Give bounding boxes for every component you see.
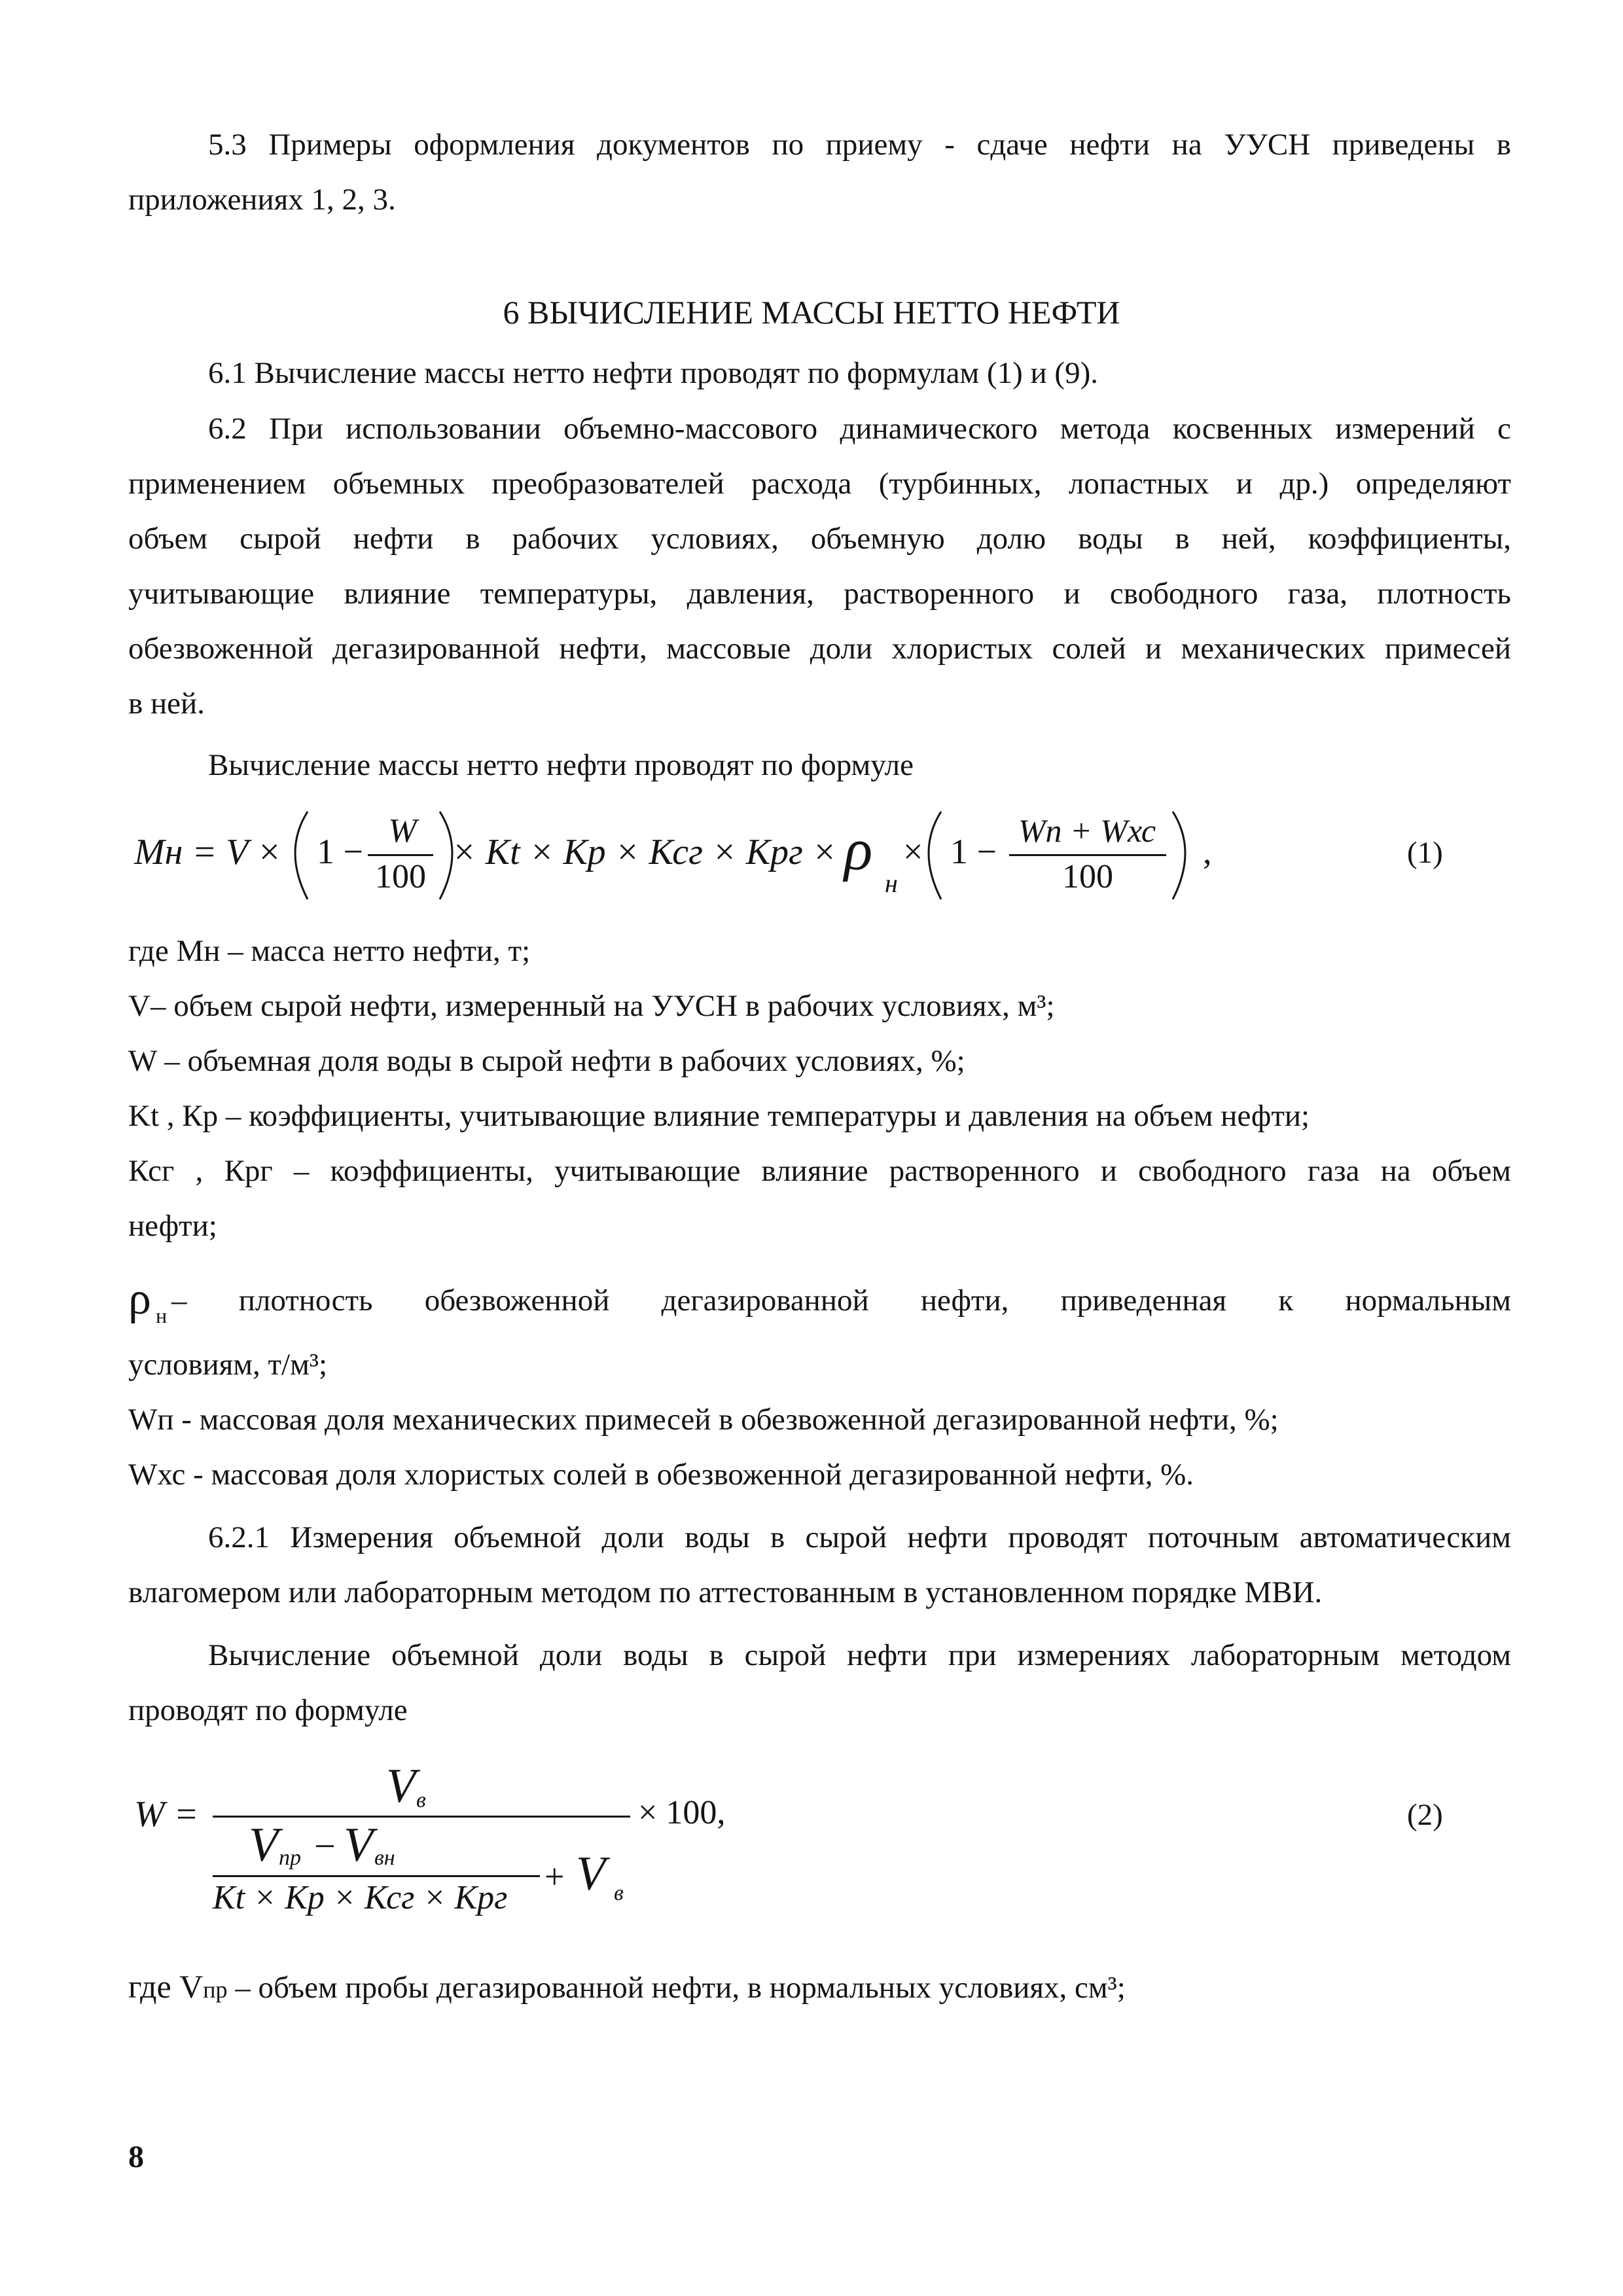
formula-1-rho: ρ	[844, 817, 873, 882]
paren-right-2	[1173, 812, 1185, 899]
def-vnp	[128, 1970, 1126, 2003]
calc-intro-2-line-1: Вычисление объемной доли воды в сырой нефти при измерениях лабораторным методом	[208, 1638, 1511, 1672]
formula-1-w-den: 100	[375, 858, 426, 895]
paren-left-2	[929, 812, 941, 899]
para-6-2-1-line-1: 6.2.1 Измерения объемной доли воды в сырой нефти проводят поточным автоматическим	[208, 1520, 1511, 1554]
def-wxc: Wхс - массовая доля хлористых солей в обезвоженной дегазированной нефти, %.	[128, 1458, 1194, 1492]
formula-1-one-minus-a: 1 −	[317, 832, 363, 871]
formula-2-plus: +	[544, 1857, 565, 1896]
def-rho-sub: н	[156, 1304, 168, 1327]
formula-1-mid: × Kt × Кр × Ксг × Крг ×	[452, 832, 837, 872]
formula-2-plus-v-sub: в	[614, 1881, 624, 1905]
formula-1-wp-fraction-line	[1009, 854, 1166, 856]
formula-1-wp-num: Wп + Wхс	[1018, 812, 1156, 849]
calc-intro-1: Вычисление массы нетто нефти проводят по формуле	[208, 748, 914, 782]
paren-left-1	[295, 812, 308, 899]
page-number: 8	[128, 2140, 144, 2174]
formula-2-inner-fraction-line	[213, 1875, 540, 1877]
formula-2-v-vn: V	[344, 1818, 374, 1872]
formula-1-w-num: W	[388, 812, 417, 850]
formula-1-wp-den: 100	[1062, 858, 1113, 895]
para-6-2-line-6: в ней.	[128, 687, 205, 721]
paren-right-1	[440, 812, 452, 899]
para-5-3-line-1: 5.3 Примеры оформления документов по приему - сдаче нефти на УУСН приведены в	[208, 128, 1511, 162]
def-kt-kp: Kt , Кр – коэффициенты, учитывающие влияние температуры и давления на объем нефти;	[128, 1099, 1310, 1133]
formula-2-number: (2)	[1407, 1798, 1443, 1832]
def-vnp-rest: – объем пробы дегазированной нефти, в нормальных условиях, см³;	[227, 1971, 1126, 2005]
formula-2-v-vn-sub: вн	[374, 1846, 395, 1870]
formula-1-w-fraction-line	[368, 854, 433, 856]
def-ksg-krg: Ксг , Крг – коэффициенты, учитывающие влияние растворенного и свободного газа на объем	[128, 1154, 1511, 1188]
def-w: W – объемная доля воды в сырой нефти в рабочих условиях, %;	[128, 1044, 965, 1078]
formula-1-number: (1)	[1407, 836, 1443, 870]
def-wp: Wп - массовая доля механических примесей в обезвоженной дегазированной нефти, %;	[128, 1403, 1279, 1437]
formula-2-plus-v: V	[576, 1847, 606, 1901]
para-6-2-1-line-2: влагомером или лабораторным методом по аттестованным в установленном порядке МВИ.	[128, 1575, 1323, 1609]
formula-2-num-v-sub: в	[416, 1788, 426, 1812]
formula-1-comma: ,	[1203, 832, 1212, 871]
def-vnp-sub: пр	[203, 1977, 228, 2003]
formula-2-main-fraction-line	[213, 1816, 630, 1818]
def-mn: где Мн – масса нетто нефти, т;	[128, 934, 531, 968]
def-rho-text: – плотность обезвоженной дегазированной нефти, приведенная к нормальным	[171, 1283, 1511, 1318]
calc-intro-2-line-2: проводят по формуле	[128, 1693, 408, 1727]
para-6-1: 6.1 Вычисление массы нетто нефти проводят по формулам (1) и (9).	[208, 356, 1098, 390]
formula-2-den-expr: Kt × Кр × Ксг × Крг	[213, 1879, 508, 1916]
formula-2-minus: −	[314, 1825, 336, 1867]
formula-1-one-minus-b: 1 −	[950, 832, 997, 871]
def-ksg-krg-cont: нефти;	[128, 1209, 217, 1243]
para-5-3-line-2: приложениях 1, 2, 3.	[128, 183, 396, 217]
formula-1-rho-sub: н	[885, 869, 898, 898]
formula-2-v-np-sub: пр	[279, 1846, 301, 1870]
def-rho-symbol: ρ	[128, 1274, 151, 1324]
section-title: 6 ВЫЧИСЛЕНИЕ МАССЫ НЕТТО НЕФТИ	[503, 294, 1120, 331]
para-6-2-line-1: 6.2 При использовании объемно-массового динамического метода косвенных измерений с	[208, 412, 1511, 446]
para-6-2-line-4: учитывающие влияние температуры, давления, растворенного и свободного газа, плотность	[128, 577, 1511, 611]
formula-2-times-100: × 100,	[638, 1794, 726, 1831]
def-rho-cont: условиям, т/м³;	[128, 1348, 328, 1382]
formula-2-lhs: W =	[134, 1794, 199, 1835]
formula-2-v-np: V	[249, 1818, 279, 1872]
formula-2-num-v: V	[386, 1759, 416, 1813]
def-v: V– объем сырой нефти, измеренный на УУСН в рабочих условиях, м³;	[128, 989, 1055, 1023]
def-vnp-lead: где V	[128, 1968, 204, 2005]
para-6-2-line-2: применением объемных преобразователей расхода (турбинных, лопастных и др.) определяют	[128, 467, 1511, 501]
para-6-2-line-5: обезвоженной дегазированной нефти, массовые доли хлористых солей и механических примесей	[128, 632, 1511, 666]
para-6-2-line-3: объем сырой нефти в рабочих условиях, объемную долю воды в ней, коэффициенты,	[128, 522, 1511, 556]
formula-1-lhs: Мн = V ×	[134, 832, 282, 872]
formula-1-times: ×	[903, 832, 923, 871]
